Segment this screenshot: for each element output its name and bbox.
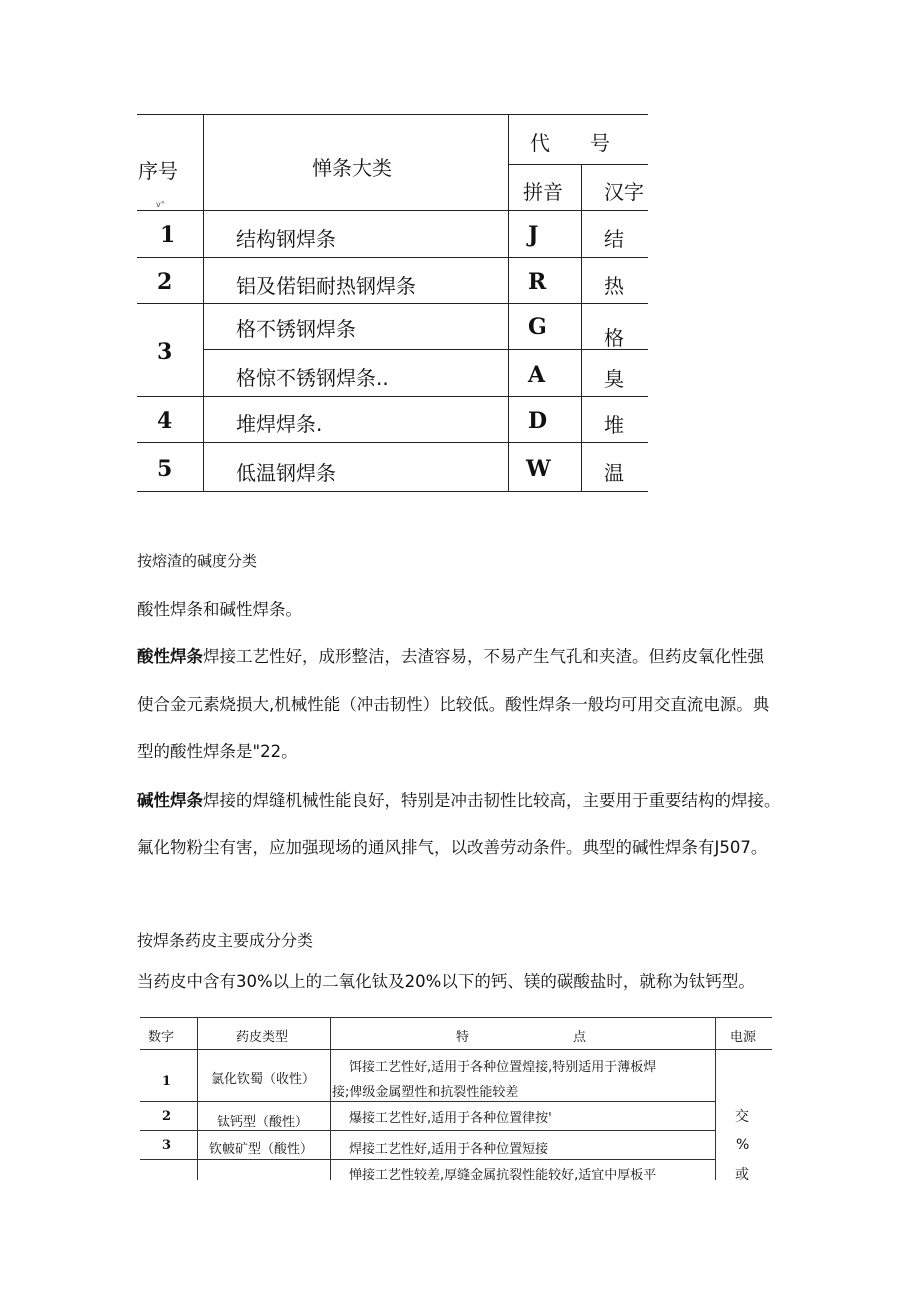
paragraph: 酸性焊条焊接工艺性好，成形整洁，去渣容易，不易产生气孔和夹渣。但药皮氧化性强 <box>137 647 764 666</box>
row-name: 铝及偌铝耐热钢焊条 <box>236 274 416 298</box>
paragraph: 碱性焊条焊接的焊缝机械性能良好，特别是冲击韧性比较高，主要用于重要结构的焊接。 <box>137 791 781 810</box>
row-pinyin: W <box>526 456 551 482</box>
row-name: 格惊不锈钢焊条.. <box>236 366 389 390</box>
header-type: 药皮类型 <box>236 1030 289 1045</box>
row-pinyin: G <box>528 314 547 340</box>
row-pinyin: R <box>528 269 547 295</box>
paragraph: 氟化物粉尘有害，应加强现场的通风排气，以改善劳动条件。典型的碱性焊条有J507。 <box>137 838 768 857</box>
row-hanzi: 格 <box>604 326 624 350</box>
table-rule <box>137 114 648 115</box>
row-type: 钦帔矿型（酸性） <box>209 1142 314 1157</box>
term-acid: 酸性焊条 <box>137 647 203 666</box>
row-hanzi: 堆 <box>604 413 624 437</box>
row-name: 低温钢焊条 <box>236 461 336 485</box>
table-rule <box>330 1017 331 1180</box>
row-num: 3 <box>162 1138 172 1153</box>
header-power: 电源 <box>730 1030 757 1045</box>
power-char: 交 <box>735 1109 749 1125</box>
header-num: 数字 <box>148 1030 175 1045</box>
header-category: 惮条大类 <box>312 156 392 180</box>
row-hanzi: 臭 <box>604 367 624 391</box>
row-name: 格不锈钢焊条 <box>236 317 356 341</box>
row-type: 氯化钦蜀（收性） <box>211 1072 316 1087</box>
term-basic: 碱性焊条 <box>137 791 203 810</box>
row-name: 堆焊焊条. <box>236 412 323 436</box>
header-pinyin: 拼音 <box>523 180 563 204</box>
table-rule <box>140 1049 772 1050</box>
table-rule <box>137 257 648 258</box>
section-heading: 按焊条药皮主要成分分类 <box>137 931 314 950</box>
paragraph: 型的酸性焊条是"22。 <box>137 742 298 761</box>
row-num: 3 <box>157 339 173 365</box>
row-num: 1 <box>162 1074 172 1089</box>
table-rule <box>137 491 648 492</box>
row-pinyin: D <box>528 408 548 434</box>
row-feature: 饵接工艺性好,适用于各种位置煌接,特别适用于薄板焊 <box>349 1060 657 1075</box>
power-char: 或 <box>735 1167 749 1183</box>
table-rule <box>203 114 204 492</box>
row-hanzi: 热 <box>604 274 624 298</box>
row-feature: 惮接工艺性较差,厚缝金属抗裂性能较好,适宜中厚板平 <box>349 1168 657 1183</box>
table-rule <box>508 114 509 492</box>
row-feature: 接;俾级金属塑性和抗裂性能较差 <box>332 1085 519 1100</box>
row-type: 钛钙型（酸性） <box>217 1115 309 1130</box>
paragraph: 使合金元素烧损大,机械性能（冲击韧性）比较低。酸性焊条一般均可用交直流电源。典 <box>137 695 770 714</box>
row-num: 1 <box>160 222 176 248</box>
row-feature: 焊接工艺性好,适用于各种位置短接 <box>349 1142 549 1157</box>
header-seq-mark: v° <box>156 200 165 209</box>
row-pinyin: J <box>528 222 539 248</box>
paragraph: 当药皮中含有30%以上的二氧化钛及20%以下的钙、镁的碳酸盐时，就称为钛钙型。 <box>137 972 755 991</box>
table-rule <box>508 164 648 165</box>
table-rule <box>137 303 648 304</box>
header-hanzi: 汉字 <box>604 180 644 204</box>
row-hanzi: 结 <box>604 227 624 251</box>
row-hanzi: 温 <box>604 461 624 485</box>
table-rule <box>581 164 582 492</box>
row-num: 2 <box>157 269 173 295</box>
row-num: 4 <box>157 408 173 434</box>
table-rule <box>137 396 648 397</box>
table-rule <box>137 442 648 443</box>
header-code: 代 号 <box>530 131 610 155</box>
power-char: % <box>736 1137 750 1153</box>
table-rule <box>140 1101 715 1102</box>
header-feature: 特 点 <box>456 1030 587 1045</box>
row-num: 2 <box>162 1109 172 1124</box>
table-rule <box>140 1017 772 1018</box>
row-pinyin: A <box>528 362 546 388</box>
table-rule <box>140 1130 715 1131</box>
section-heading: 按熔渣的碱度分类 <box>137 552 258 570</box>
table-rule <box>140 1159 715 1160</box>
row-feature: 爆接工艺性好,适用于各种位置律按' <box>349 1111 552 1126</box>
table-rule <box>197 1017 198 1180</box>
row-name: 结构钢焊条 <box>236 227 336 251</box>
table-rule <box>715 1017 716 1180</box>
header-seq: 序号 <box>138 159 178 183</box>
table-rule <box>137 210 648 211</box>
paragraph: 酸性焊条和碱性焊条。 <box>137 600 302 619</box>
row-num: 5 <box>157 456 173 482</box>
